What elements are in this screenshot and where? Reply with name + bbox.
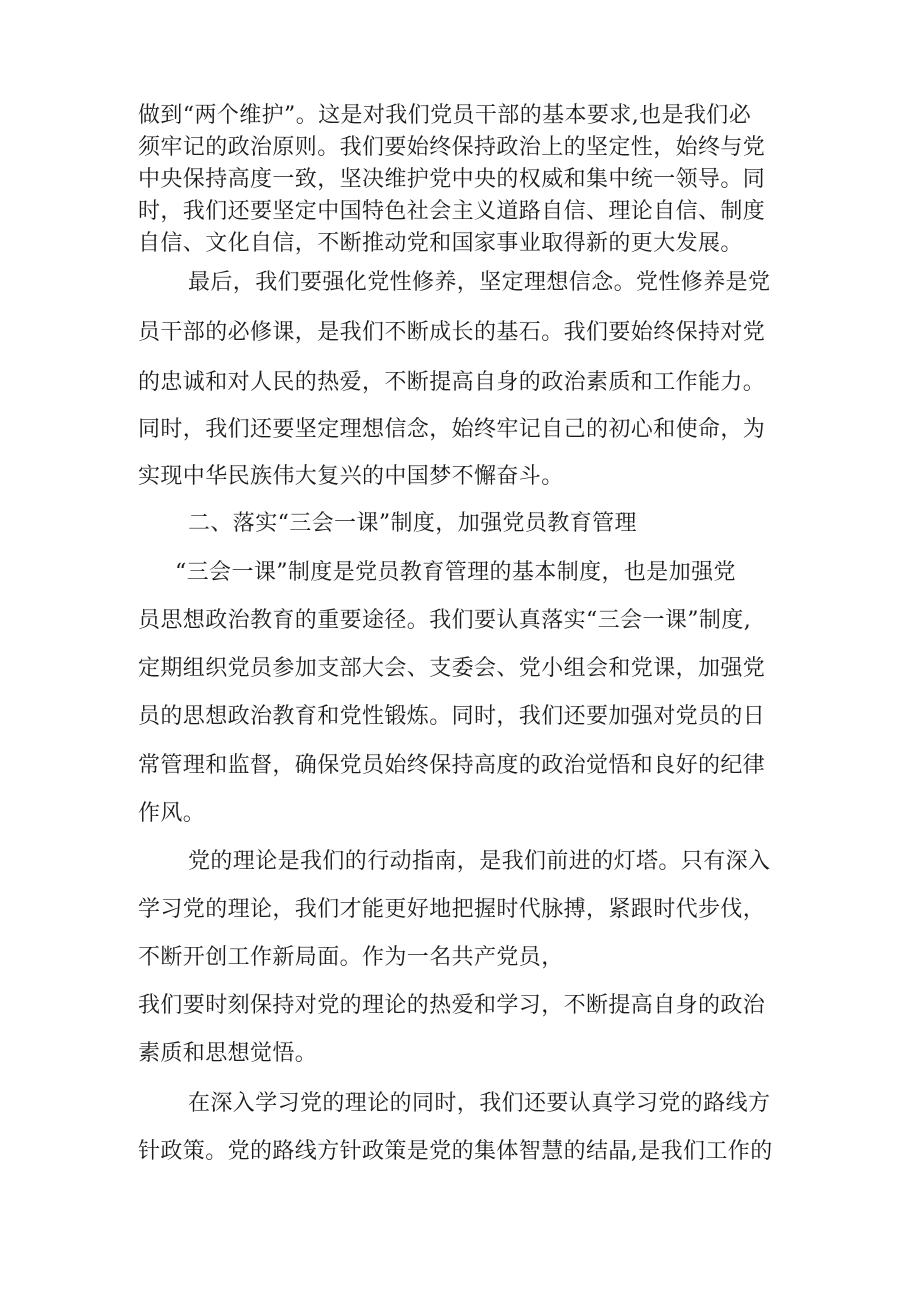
paragraph-4-line-5: 素质和思想觉悟。 [138, 1041, 318, 1066]
paragraph-4-line-4: 我们要时刻保持对党的理论的热爱和学习，不断提高自身的政治 [138, 993, 766, 1018]
paragraph-4-line-2: 学习党的理论，我们才能更好地把握时代脉搏，紧跟时代步伐， [138, 897, 766, 922]
section-heading: 二、落实“三会一课”制度，加强党员教育管理 [188, 511, 637, 536]
paragraph-4-line-3: 不断开创工作新局面。作为一名共产党员， [138, 945, 564, 970]
paragraph-3-line-2: 员思想政治教育的重要途径。我们要认真落实“三会一课”制度, [138, 608, 752, 633]
paragraph-3-line-4: 员的思想政治教育和党性锻炼。同时，我们还要加强对党员的日 [138, 704, 766, 729]
paragraph-3-line-1: “三会一课”制度是党员教育管理的基本制度，也是加强党 [175, 560, 736, 585]
paragraph-1-line-1: 做到“两个维护”。这是对我们党员干部的基本要求,也是我们必 [138, 103, 752, 128]
paragraph-2-line-1: 最后，我们要强化党性修养，坚定理想信念。党性修养是党 [188, 270, 771, 295]
paragraph-2-line-2: 员干部的必修课，是我们不断成长的基石。我们要始终保持对党 [138, 320, 766, 345]
paragraph-1-line-4: 时，我们还要坚定中国特色社会主义道路自信、理论自信、制度 [138, 199, 766, 224]
paragraph-3-line-5: 常管理和监督，确保党员始终保持高度的政治觉悟和良好的纪律 [138, 753, 766, 778]
paragraph-3-line-6: 作风。 [138, 801, 206, 826]
paragraph-2-line-3: 的忠诚和对人民的热爱，不断提高自身的政治素质和工作能力。 [138, 370, 766, 395]
paragraph-5-line-2: 针政策。党的路线方针政策是党的集体智慧的结晶,是我们工作的 [138, 1139, 773, 1164]
paragraph-1-line-2: 须牢记的政治原则。我们要始终保持政治上的坚定性，始终与党 [138, 135, 766, 160]
paragraph-1-line-5: 自信、文化自信，不断推动党和国家事业取得新的更大发展。 [138, 231, 743, 256]
paragraph-4-line-1: 党的理论是我们的行动指南，是我们前进的灯塔。只有深入 [188, 849, 771, 874]
paragraph-3-line-3: 定期组织党员参加支部大会、支委会、党小组会和党课，加强党 [138, 656, 766, 681]
paragraph-2-line-5: 实现中华民族伟大复兴的中国梦不懈奋斗。 [138, 464, 564, 489]
paragraph-5-line-1: 在深入学习党的理论的同时，我们还要认真学习党的路线方 [188, 1091, 771, 1116]
paragraph-1-line-3: 中央保持高度一致，坚决维护党中央的权威和集中统一领导。同 [138, 167, 766, 192]
paragraph-2-line-4: 同时，我们还要坚定理想信念，始终牢记自己的初心和使命，为 [138, 417, 766, 442]
